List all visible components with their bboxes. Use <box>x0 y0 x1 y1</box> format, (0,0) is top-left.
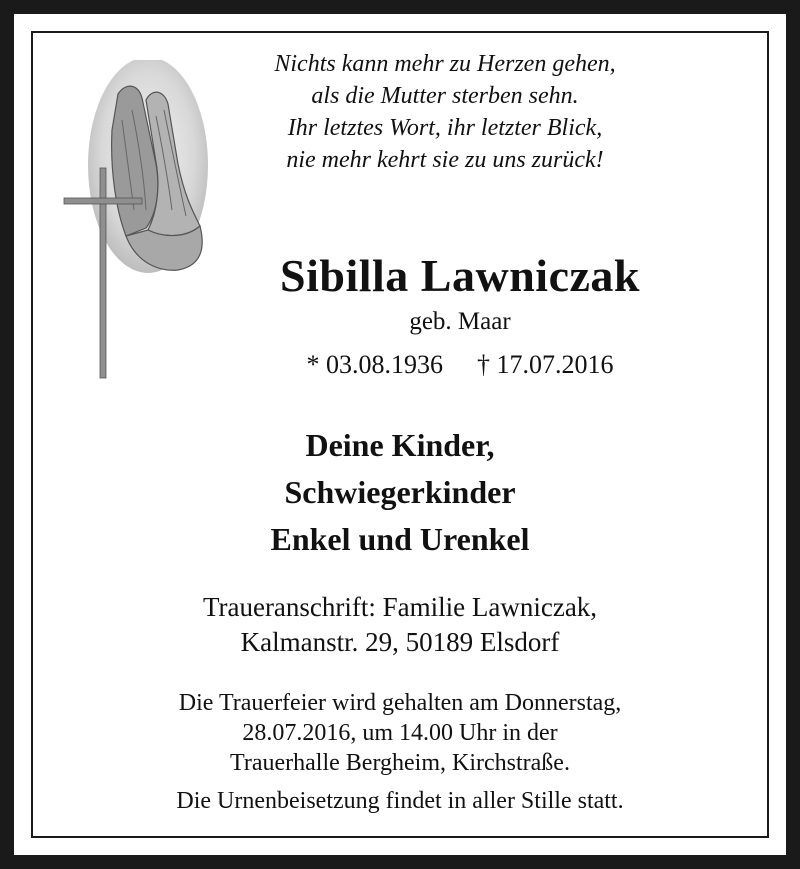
poem-line: Ihr letztes Wort, ihr letzter Blick, <box>287 115 603 141</box>
ceremony-line: 28.07.2016, um 14.00 Uhr in der <box>242 720 558 746</box>
poem-line: als die Mutter sterben sehn. <box>311 83 579 109</box>
mourners-line: Deine Kinder, <box>305 427 495 463</box>
birth-date: * 03.08.1936 <box>306 350 443 379</box>
death-date: † 17.07.2016 <box>477 350 614 379</box>
funeral-notice <box>60 688 740 816</box>
praying-hands-with-cross-icon <box>60 60 220 380</box>
cross-horizontal <box>64 198 142 204</box>
address-line: Traueranschrift: Familie Lawniczak, <box>202 592 598 622</box>
address-line: Kalmanstr. 29, 50189 Elsdorf <box>240 627 560 657</box>
urn-burial-note: Die Urnenbeisetzung findet in aller Stille statt. <box>176 788 624 814</box>
ceremony-line: Die Trauerfeier wird gehalten am Donnerstag, <box>178 690 622 716</box>
mourners-line: Schwiegerkinder <box>284 474 516 510</box>
poem-line: nie mehr kehrt sie zu uns zurück! <box>286 147 604 173</box>
mourners <box>100 422 700 563</box>
deceased-name: Sibilla Lawniczak <box>280 250 640 301</box>
poem <box>230 48 660 176</box>
poem-line: Nichts kann mehr zu Herzen gehen, <box>274 51 616 77</box>
mourning-address <box>80 590 720 660</box>
life-dates <box>200 348 720 382</box>
ceremony-line: Trauerhalle Bergheim, Kirchstraße. <box>230 750 570 776</box>
mourners-line: Enkel und Urenkel <box>270 521 530 557</box>
maiden-name: geb. Maar <box>409 308 511 335</box>
